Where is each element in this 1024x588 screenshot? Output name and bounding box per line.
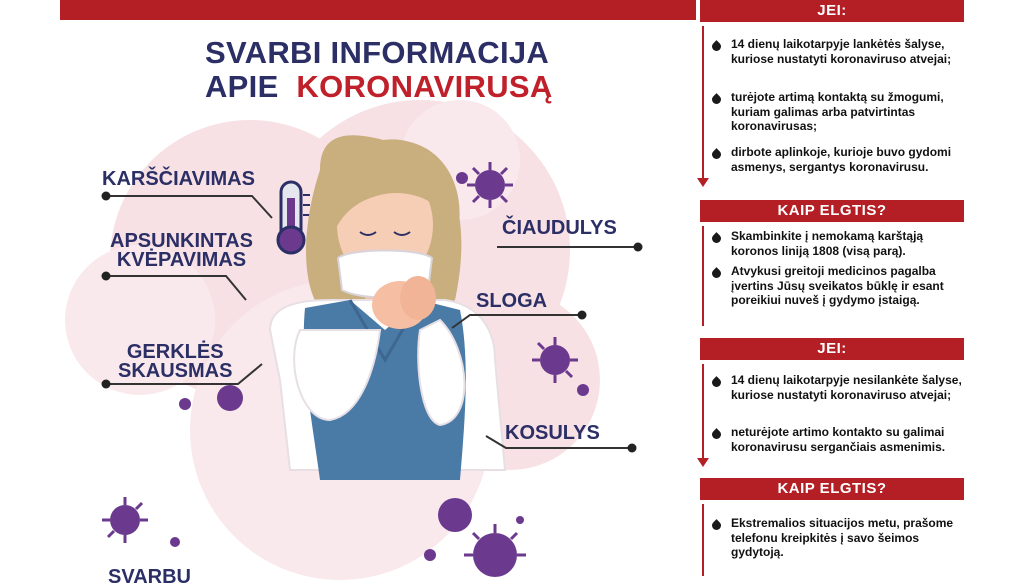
title-line-1: SVARBI INFORMACIJA: [205, 35, 550, 70]
arrow-down-icon: [697, 178, 709, 187]
drop-bullet-icon: [710, 376, 723, 389]
list-item: dirbote aplinkoje, kurioje buvo gydomi asmenys, sergantys koronavirusu.: [712, 145, 962, 174]
drop-bullet-icon: [710, 40, 723, 53]
list-item: Skambinkite į nemokamą karštąją koronos liniją 1808 (visą parą).: [712, 229, 962, 258]
virus-icon: [217, 385, 243, 411]
section-header-if-1: JEI:: [700, 0, 964, 22]
drop-bullet-icon: [710, 519, 723, 532]
list-item: Ekstremalios situacijos metu, prašome telefonu kreipkitės į savo šeimos gydytoją.: [712, 516, 962, 560]
section-header-what-to-do-1: KAIP ELGTIS?: [700, 200, 964, 222]
symptom-label-sore-throat: GERKLĖS SKAUSMAS: [118, 341, 233, 382]
list-item: turėjote artimą kontaktą su žmogumi, kuriam galimas arba patvirtintas koronavirusas;: [712, 90, 962, 134]
section-header-if-2: JEI:: [700, 338, 964, 360]
bottom-partial-heading: SVARBU: [108, 566, 191, 588]
title-line-2: [205, 70, 553, 104]
symptom-label-fever: KARŠČIAVIMAS: [102, 168, 255, 190]
virus-icon: [438, 498, 472, 532]
symptom-label-breathing: APSUNKINTAS KVĖPAVIMAS: [110, 230, 253, 271]
list-item: 14 dienų laikotarpyje nesilankėte šalyse, kuriose nustatyti koronaviruso atvejai;: [712, 373, 962, 402]
list-item: neturėjote artimo kontakto su galimai koronavirusu sergančiais asmenimis.: [712, 425, 962, 454]
symptom-label-sneezing: ČIAUDULYS: [502, 217, 617, 239]
symptom-label-runny-nose: SLOGA: [476, 290, 548, 312]
arrow-down-icon: [697, 458, 709, 467]
drop-bullet-icon: [710, 148, 723, 161]
list-item: Atvykusi greitoji medicinos pagalba įvertins Jūsų sveikatos būklę ir esant poreikiui nuveš į gydymo įstaigą.: [712, 264, 962, 308]
drop-bullet-icon: [710, 232, 723, 245]
drop-bullet-icon: [710, 93, 723, 106]
drop-bullet-icon: [710, 267, 723, 280]
section-arrow-line: [702, 364, 704, 458]
section-line: [702, 504, 704, 576]
section-arrow-line: [702, 26, 704, 178]
virus-icon: [102, 497, 148, 543]
symptom-label-cough: KOSULYS: [505, 422, 600, 444]
page-title: [205, 36, 553, 104]
drop-bullet-icon: [710, 428, 723, 441]
list-item: 14 dienų laikotarpyje lankėtės šalyse, kuriose nustatyti koronaviruso atvejai;: [712, 37, 962, 66]
virus-icon: [467, 162, 513, 208]
title-line-2-plain: APIE: [205, 69, 279, 104]
section-header-what-to-do-2: KAIP ELGTIS?: [700, 478, 964, 500]
title-line-2-accent: KORONAVIRUSĄ: [296, 69, 553, 104]
virus-icon: [464, 524, 526, 577]
section-line: [702, 226, 704, 326]
